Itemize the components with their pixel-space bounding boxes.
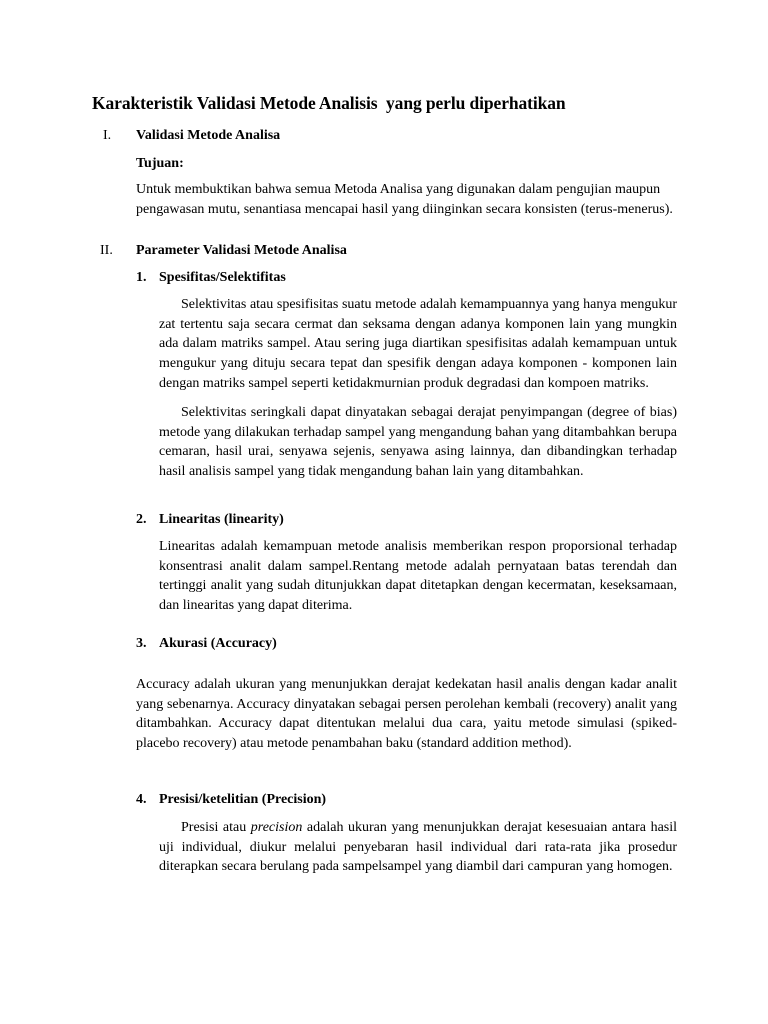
item-4-text-before: Presisi atau [181,820,251,835]
item-3-number: 3. [136,636,147,651]
item-4-heading: Presisi/ketelitian (Precision) [159,792,327,807]
section-2-numeral: II. [100,243,113,258]
item-1-paragraph-1: Selektivitas atau spesifisitas suatu metode adalah kemampuannya yang hanya mengukur zat tertentu saja secara cermat dan seksama dengan adanya komponen lain yang mungkin ada dalam matriks sampel. Atau sering juga diartikan spesifisitas adalah kemampuan untuk mengukur yang dituju secara tepat dan spesifik dengan adaya komponen - komponen lain dengan matriks sampel seperti ketidakmurnian produk degradasi dan kompoen matriks. [159,297,677,391]
item-1-paragraph-2: Selektivitas seringkali dapat dinyatakan sebagai derajat penyimpangan (degree of bias) metode yang dilakukan terhadap sampel yang mengandung bahan yang ditambahkan berupa cemaran, hasil urai, senyawa sejenis, senyawa asing lainnya, dan dibandingkan terhadap hasil analisis sampel yang tidak mengandung bahan lain yang ditambahkan. [159,405,677,480]
item-2-paragraph: Linearitas adalah kemampuan metode analisis memberikan respon proporsional terhadap konsentrasi analit dalam sampel.Rentang metode adalah pernyataan batas terendah dan tertinggi analit yang sudah ditunjukkan dapat ditetapkan dengan kecermatan, keseksamaan, dan linearitas yang dapat diterima. [159,539,677,614]
item-4-text-after: adalah ukuran yang menunjukkan derajat kesesuaian antara hasil uji individual, diukur melalui penyebaran hasil individual dari rata-rata jika prosedur diterapkan secara berulang pada sampelsampel yang diambil dari campuran yang homogen. [159,820,678,875]
item-3-heading: Akurasi (Accuracy) [159,636,277,651]
section-1-text: Untuk membuktikan bahwa semua Metoda Analisa yang digunakan dalam pengujian maupun pengawasan mutu, senantiasa mencapai hasil yang diinginkan secara konsisten (terus-menerus). [136,182,673,217]
item-2-number: 2. [136,512,147,527]
item-4-text-emphasis: precision [250,820,303,835]
section-2-heading: Parameter Validasi Metode Analisa [136,243,347,258]
item-3-paragraph: Accuracy adalah ukuran yang menunjukkan derajat kedekatan hasil analis dengan kadar analit yang sebenarnya. Accuracy dinyatakan sebagai persen perolehan kembali (recovery) analit yang ditambahkan. Accuracy dapat ditentukan melalui dua cara, yaitu metode simulasi (spiked-placebo recovery) atau metode penambahan baku (standard addition method). [136,677,677,752]
section-1-heading: Validasi Metode Analisa [136,128,281,143]
item-4-number: 4. [136,792,147,807]
section-1-numeral: I. [103,128,112,143]
item-4-paragraph [159,818,677,877]
item-1-heading: Spesifitas/Selektifitas [159,270,286,285]
document-title: Karakteristik Validasi Metode Analisis yang perlu diperhatikan [92,93,566,113]
item-2-heading: Linearitas (linearity) [159,512,284,527]
item-1-number: 1. [136,270,147,285]
section-1-subheading: Tujuan: [136,156,184,171]
